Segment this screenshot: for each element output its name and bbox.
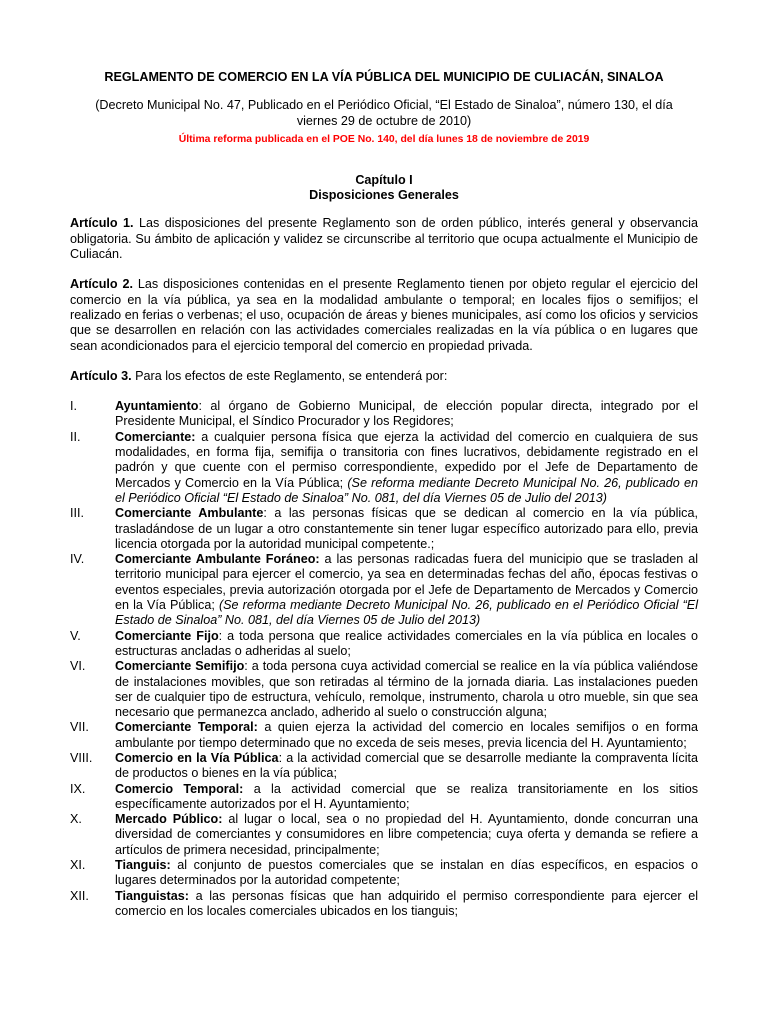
definition-term: Comercio Temporal: (115, 781, 244, 796)
definition-item (70, 659, 698, 720)
definition-item (70, 430, 698, 506)
definition-item (70, 506, 698, 552)
definition-term: Comerciante Ambulante (115, 506, 264, 521)
definition-term: Comerciante Fijo (115, 628, 219, 643)
last-reform-notice: Última reforma publicada en el POE No. 140, del día lunes 18 de noviembre de 2019 (178, 133, 590, 145)
definition-text: : a toda persona cuya actividad comercial se realice en la vía pública valiéndose de instalaciones movibles, que son retiradas al término de la jornada diaria. Las instalaciones pueden ser de cualquier tipo de estructura, vehículo, remolque, instrumento, charola u otro mueble, sin que sea necesario que permanezca anclado, adherido al suelo o construcción alguna; (115, 659, 698, 720)
definition-term: Tianguistas: (115, 888, 189, 903)
definition-item (70, 812, 698, 858)
article-3 (70, 369, 698, 384)
definition-text: al lugar o local, sea o no propiedad del H. Ayuntamiento, donde concurran una diversidad de comerciantes y consumidores en libre competencia; cuya oferta y demanda se refiere a artículos de primera necesidad, principalmente; (115, 812, 698, 857)
definition-text: a las personas radicadas fuera del municipio que se trasladen al territorio municipal para ejercer el comercio, ya sea en determinadas fechas del año, épocas festivas o eventos especiales, previa autorización otorgada por el Jefe de Departamento de Mercados y Comercio en la Vía Pública; (115, 552, 698, 613)
document-title: REGLAMENTO DE COMERCIO EN LA VÍA PÚBLICA DEL MUNICIPIO DE CULIACÁN, SINALOA (104, 70, 664, 84)
definition-body (115, 629, 698, 660)
definition-number: VII. (70, 720, 89, 735)
definition-text: : al órgano de Gobierno Municipal, de elección popular directa, integrado por el Presidente Municipal, el Síndico Procurador y los Regidores; (115, 399, 698, 429)
definition-item (70, 552, 698, 628)
definition-number: VIII. (70, 750, 93, 765)
article-2-text: Las disposiciones contenidas en el presente Reglamento tienen por objeto regular el ejercicio del comercio en la vía pública, ya sea en la modalidad ambulante o temporal; en locales fijos o semifijos; el realizado en ferias o verbenas; el uso, ocupación de áreas y bienes municipales, así como los oficios y servicios que se desarrollen en relación con las actividades comerciales realizadas en la vía pública o en lugares que sean acondicionados para el ejercicio temporal del comercio en propiedad privada. (70, 277, 698, 353)
chapter-number: Capítulo I (355, 172, 413, 187)
definition-number: VI. (70, 659, 86, 674)
definition-term: Tianguis: (115, 858, 171, 873)
article-2 (70, 277, 698, 353)
definition-item (70, 782, 698, 813)
article-1 (70, 216, 698, 262)
definition-text: : a toda persona que realice actividades comerciales en la vía pública en locales o estructuras ancladas o adheridas al suelo; (115, 628, 698, 658)
definition-number: III. (70, 506, 84, 521)
definition-body (115, 720, 698, 751)
definition-body (115, 399, 698, 430)
definition-number: X. (70, 812, 82, 827)
definition-number: XI. (70, 858, 86, 873)
article-2-lead: Artículo 2. (70, 277, 133, 292)
definition-number: V. (70, 628, 81, 643)
reform-note: (Se reforma mediante Decreto Municipal No. 26, publicado en el Periódico Oficial “El Estado de Sinaloa” No. 081, del día Viernes 05 de Julio del 2013) (115, 475, 698, 505)
decree-reference: (Decreto Municipal No. 47, Publicado en el Periódico Oficial, “El Estado de Sinaloa”, número 130, el día viernes 29 de octubre de 2010) (95, 98, 673, 128)
definition-term: Comerciante Semifijo (115, 659, 245, 674)
article-3-text: Para los efectos de este Reglamento, se entenderá por: (131, 368, 448, 383)
chapter-heading (70, 173, 698, 204)
definition-body (115, 889, 698, 920)
definition-number: IV. (70, 552, 85, 567)
definition-text: a quien ejerza la actividad del comercio en locales semifijos o en forma ambulante por tiempo determinado que no exceda de seis meses, previa licencia del H. Ayuntamiento; (115, 720, 698, 750)
definition-item (70, 751, 698, 782)
definition-term: Ayuntamiento (115, 399, 199, 414)
definition-text: a las personas físicas que han adquirido el permiso correspondiente para ejercer el comercio en los locales comerciales ubicados en los tianguis; (115, 888, 698, 918)
article-1-lead: Artículo 1. (70, 216, 134, 231)
definition-term: Mercado Público: (115, 812, 223, 827)
definition-body (115, 552, 698, 628)
definition-number: I. (70, 399, 77, 414)
definition-body (115, 782, 698, 813)
definition-body (115, 659, 698, 720)
definition-item (70, 889, 698, 920)
definition-term: Comerciante Ambulante Foráneo: (115, 552, 320, 567)
definition-body (115, 812, 698, 858)
definition-body (115, 430, 698, 506)
definition-text: : a las personas físicas que se dedican al comercio en la vía pública, trasladándose de un lugar a otro constantemente sin tener lugar específico autorizado para ello, previa licencia otorgada por la autoridad municipal competente.; (115, 506, 698, 551)
definition-text: : a la actividad comercial que se desarrolle mediante la compraventa lícita de productos o bienes en la vía pública; (115, 750, 698, 781)
definition-text: al conjunto de puestos comerciales que se instalan en días específicos, en espacios o lugares determinados por la autoridad competente; (115, 858, 698, 888)
definition-item (70, 858, 698, 889)
reform-note: (Se reforma mediante Decreto Municipal No. 26, publicado en el Periódico Oficial “El Estado de Sinaloa” No. 081, del día Viernes 05 de Julio del 2013) (115, 598, 698, 628)
definition-item (70, 629, 698, 660)
definition-item (70, 720, 698, 751)
definition-text: a cualquier persona física que ejerza la actividad del comercio en cualquiera de sus modalidades, en forma fija, semifija o transitoria con fines lucrativos, debidamente registrado en el padrón y que cuente con el permiso correspondiente, expedido por el Jefe de Departamento de Mercados y Comercio en la Vía Pública; (115, 429, 698, 490)
definition-number: IX. (70, 781, 86, 796)
chapter-name: Disposiciones Generales (309, 188, 459, 203)
definition-body (115, 506, 698, 552)
definition-term: Comercio en la Vía Pública (115, 750, 279, 765)
definitions-list (70, 399, 698, 919)
definition-number: II. (70, 429, 81, 444)
definition-text: a la actividad comercial que se realiza transitoriamente en los sitios específicamente autorizados por el H. Ayuntamiento; (115, 781, 698, 811)
definition-number: XII. (70, 888, 89, 903)
definition-item (70, 399, 698, 430)
definition-body (115, 858, 698, 889)
article-3-lead: Artículo 3. (70, 368, 132, 383)
definition-body (115, 751, 698, 782)
definition-term: Comerciante Temporal: (115, 720, 258, 735)
definition-term: Comerciante: (115, 429, 196, 444)
article-1-text: Las disposiciones del presente Reglamento son de orden público, interés general y observancia obligatoria. Su ámbito de aplicación y validez se circunscribe al territorio que ocupa actualmente el Municipio de Culiacán. (70, 216, 698, 262)
